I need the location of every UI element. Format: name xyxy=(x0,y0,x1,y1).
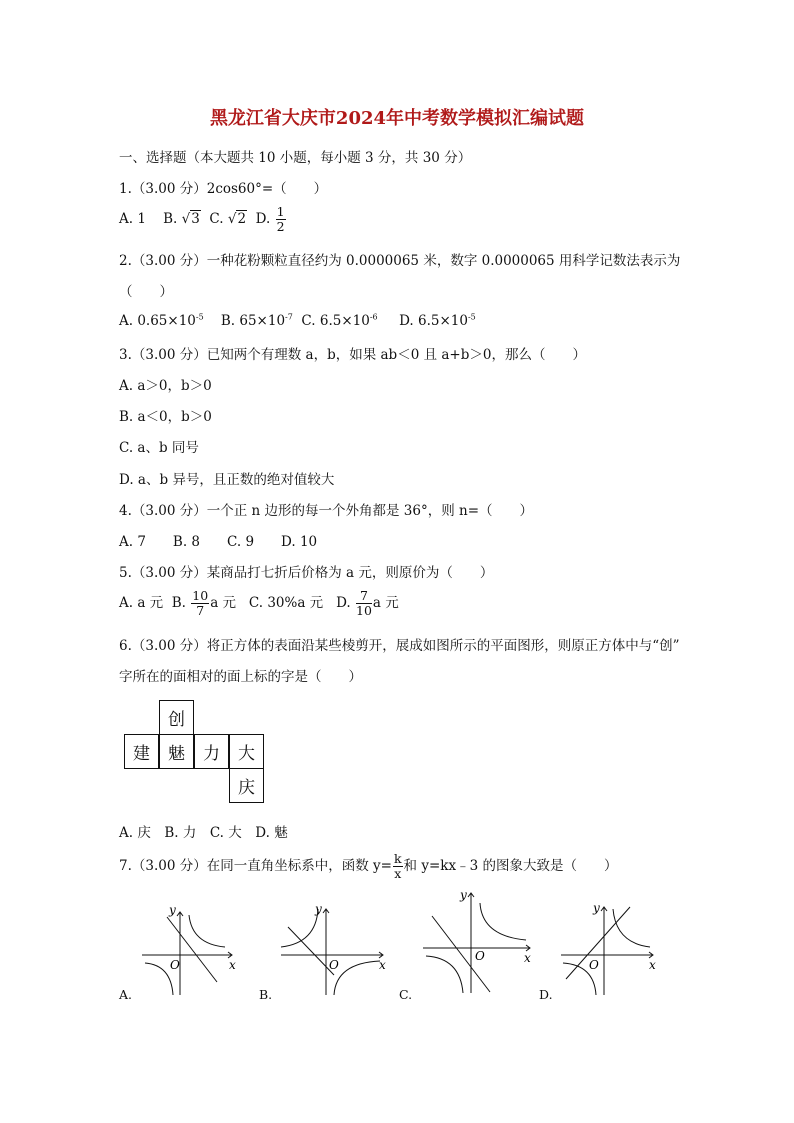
graph-a-hyperbola-branch-2 xyxy=(145,963,173,995)
net-cell-qing: 庆 xyxy=(229,768,264,803)
q3-option-a: A. a＞0，b＞0 xyxy=(119,378,212,394)
question-6-stem-cont: 字所在的面相对的面上标的字是（ ） xyxy=(119,669,362,685)
graph-d-y-label: y xyxy=(593,901,600,915)
q2-option-d: D. $6.5\times 10^{-5}$ xyxy=(399,312,476,329)
q2-option-c: C. $6.5\times 10^{-6}$ xyxy=(301,312,378,329)
graph-b-hyperbola-branch-1 xyxy=(281,909,318,947)
graph-c-origin: O xyxy=(475,949,485,963)
q5-option-d-fraction: $\frac{7}{10}$ xyxy=(356,588,372,618)
graph-a-x-label: x xyxy=(229,958,236,972)
page-title: 黑龙江省大庆市2024年中考数学模拟汇编试题 xyxy=(209,108,585,129)
q5-option-d-unit: a 元 xyxy=(372,594,399,611)
graph-c-label: C. xyxy=(399,987,413,1002)
net-cell-mei: 魅 xyxy=(159,734,194,769)
q5-option-a: A. a 元 xyxy=(119,594,164,611)
q1-option-b-label: B. xyxy=(163,210,178,227)
q2-option-a: A. $0.65\times 10^{-5}$ xyxy=(119,312,204,329)
graph-a-y-label: y xyxy=(169,903,176,917)
graph-c-hyperbola-branch-1 xyxy=(480,903,526,940)
graph-a xyxy=(137,897,247,997)
graph-c-y-label: y xyxy=(460,888,467,902)
question-5-options xyxy=(119,589,399,618)
q1-option-c-label: C. xyxy=(209,210,224,227)
question-4-options: A. 7 B. 8 C. 9 D. 10 xyxy=(119,534,318,550)
graph-c-hyperbola-branch-2 xyxy=(426,956,463,993)
graph-b xyxy=(278,897,393,997)
q5-option-b-label: B. xyxy=(171,594,186,611)
question-1-stem: 1.（3.00 分）2cos60°=（ ） xyxy=(119,181,328,197)
net-cell-chuang: 创 xyxy=(159,700,194,735)
q1-option-a: A. 1 xyxy=(119,210,146,227)
graph-b-line xyxy=(288,927,334,975)
graph-c-x-label: x xyxy=(524,951,531,965)
graph-b-y-label: y xyxy=(315,902,322,916)
graph-d-x-label: x xyxy=(649,958,656,972)
q1-option-b-sqrt: √3 xyxy=(181,210,200,227)
q3-option-c: C. a、b 同号 xyxy=(119,440,199,456)
question-7-stem xyxy=(119,852,617,881)
graph-d-origin: O xyxy=(589,958,599,972)
graph-a-origin: O xyxy=(170,958,180,972)
graph-a-label: A. xyxy=(119,987,133,1002)
q3-option-d: D. a、b 异号，且正数的绝对值较大 xyxy=(119,472,335,488)
q5-option-c: C. 30%a 元 xyxy=(248,594,324,611)
cube-net-figure xyxy=(124,700,264,805)
question-2-stem: 2.（3.00 分）一种花粉颗粒直径约为 0.0000065 米，数字 0.0000065 用科学记数法表示为 xyxy=(119,253,681,269)
graph-d-hyperbola-branch-1 xyxy=(613,909,650,947)
question-3-stem: 3.（3.00 分）已知两个有理数 a，b，如果 ab＜0 且 a+b＞0，那么（ ） xyxy=(119,347,586,363)
q7-stem-suffix: 和 y=kx﹣3 的图象大致是（ ） xyxy=(403,857,618,874)
q7-fraction: $\frac{k}{x}$ xyxy=(393,851,402,881)
q1-option-d-fraction: $\frac{1}{2}$ xyxy=(276,204,285,234)
graph-d xyxy=(558,897,668,997)
graph-b-label: B. xyxy=(259,987,273,1002)
q2-option-b: B. $65\times 10^{-7}$ xyxy=(220,312,293,329)
q3-option-b: B. a＜0，b＞0 xyxy=(119,409,212,425)
graph-c xyxy=(418,888,538,998)
section-header: 一、选择题（本大题共 10 小题，每小题 3 分，共 30 分） xyxy=(119,150,472,166)
net-cell-jian: 建 xyxy=(124,734,159,769)
graph-b-x-label: x xyxy=(379,958,386,972)
question-4-stem: 4.（3.00 分）一个正 n 边形的每一个外角都是 36°，则 n=（ ） xyxy=(119,503,534,519)
net-cell-da: 大 xyxy=(229,734,264,769)
question-6-stem: 6.（3.00 分）将正方体的表面沿某些棱剪开，展成如图所示的平面图形，则原正方体中与“创” xyxy=(119,638,680,654)
graph-b-origin: O xyxy=(329,958,339,972)
net-cell-li: 力 xyxy=(194,734,229,769)
question-6-options: A. 庆 B. 力 C. 大 D. 魅 xyxy=(119,825,288,841)
question-1-options xyxy=(119,205,287,234)
q1-option-c-sqrt: √2 xyxy=(227,210,247,227)
q5-option-d-label: D. xyxy=(336,594,351,611)
graph-b-hyperbola-branch-2 xyxy=(334,961,380,995)
q7-stem-prefix: 7.（3.00 分）在同一直角坐标系中，函数 y= xyxy=(119,857,392,874)
graph-a-hyperbola-branch-1 xyxy=(189,915,225,947)
question-5-stem: 5.（3.00 分）某商品打七折后价格为 a 元，则原价为（ ） xyxy=(119,565,494,581)
q5-option-b-unit: a 元 xyxy=(210,594,237,611)
graph-d-label: D. xyxy=(539,987,553,1002)
question-2-stem-cont: （ ） xyxy=(119,284,173,300)
q1-option-d-label: D. xyxy=(255,210,271,227)
question-2-options xyxy=(119,312,476,329)
q5-option-b-fraction: $\frac{10}{7}$ xyxy=(192,588,209,618)
